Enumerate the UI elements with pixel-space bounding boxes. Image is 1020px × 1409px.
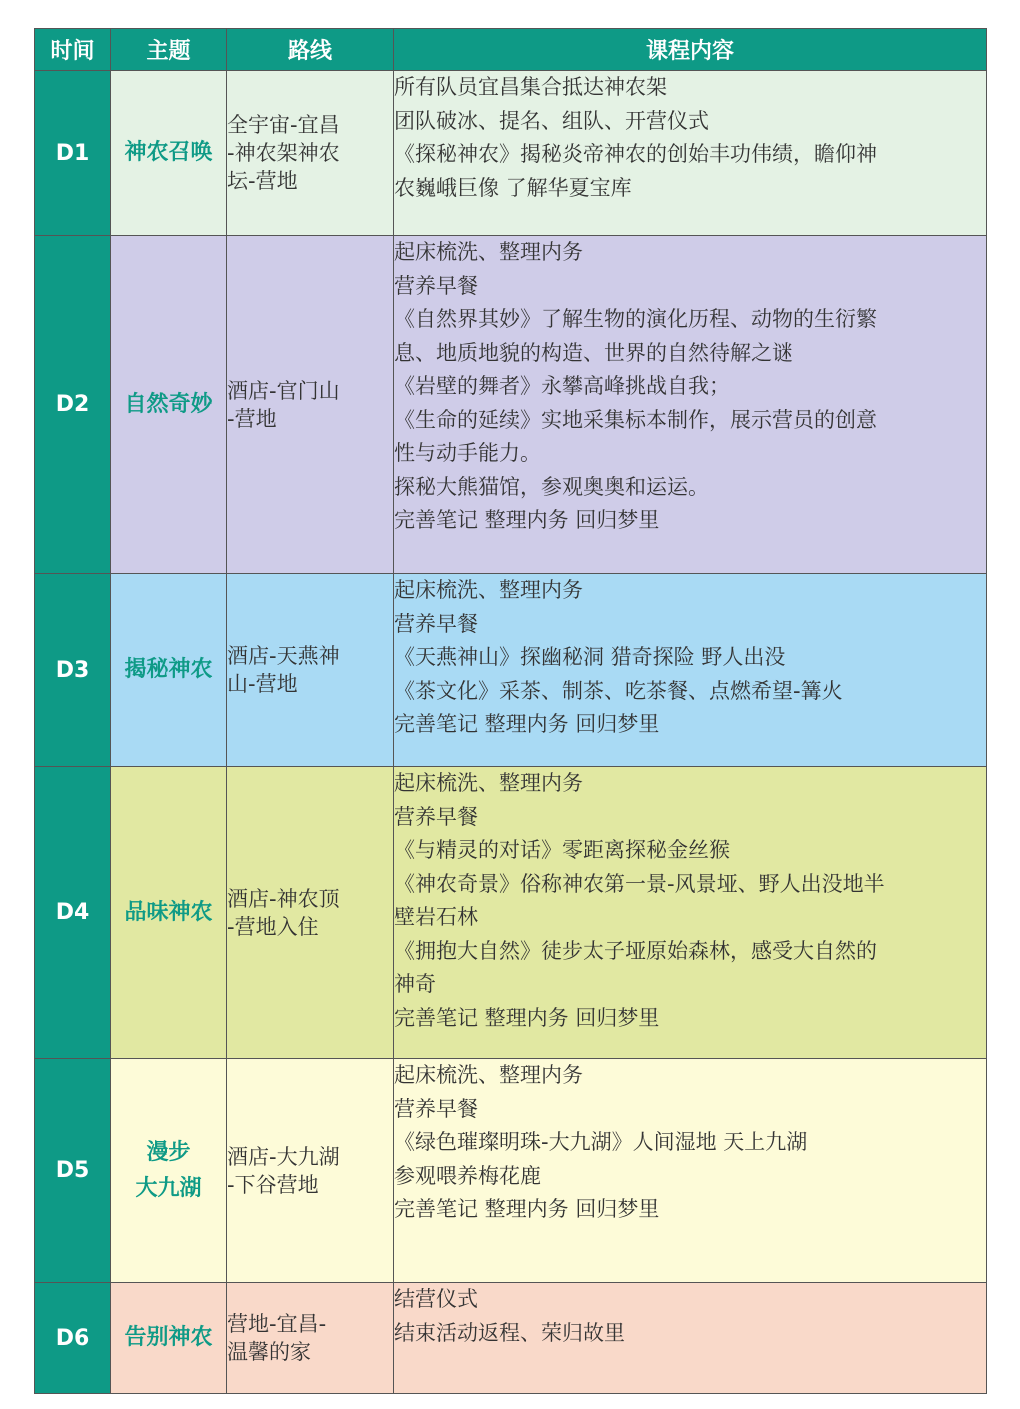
content-line: 《岩壁的舞者》永攀高峰挑战自我； bbox=[394, 374, 730, 398]
route-line: -神农架神农 bbox=[227, 141, 340, 165]
content-line: 探秘大熊猫馆，参观奥奥和运运。 bbox=[394, 474, 709, 499]
content-line: 完善笔记 整理内务 回归梦里 bbox=[394, 1197, 660, 1221]
theme-line: 神农召唤 bbox=[124, 140, 213, 165]
content-line: 完善笔记 整理内务 回归梦里 bbox=[394, 712, 660, 736]
theme-cell bbox=[111, 1283, 227, 1394]
header-time: 时间 bbox=[35, 29, 111, 71]
itinerary-table bbox=[34, 28, 987, 1394]
route-line: -下谷营地 bbox=[227, 1172, 319, 1197]
content-line: 营养早餐 bbox=[394, 273, 478, 298]
itinerary-row bbox=[35, 236, 987, 574]
itinerary-row bbox=[35, 574, 987, 767]
content-line: 营养早餐 bbox=[394, 804, 478, 829]
theme-line: 自然奇妙 bbox=[124, 391, 213, 417]
route-line: 山-营地 bbox=[227, 672, 298, 696]
content-line: 结束活动返程、荣归故里 bbox=[394, 1320, 625, 1345]
content-line: 息、地质地貌的构造、世界的自然待解之谜 bbox=[394, 340, 793, 365]
route-cell bbox=[227, 1059, 394, 1283]
content-line: 神奇 bbox=[394, 972, 436, 996]
day-cell: D6 bbox=[35, 1283, 111, 1394]
itinerary-body bbox=[35, 71, 987, 1394]
route-cell bbox=[227, 71, 394, 236]
content-line: 参观喂养梅花鹿 bbox=[394, 1163, 541, 1188]
theme-cell bbox=[111, 236, 227, 574]
content-line: 《天燕神山》探幽秘洞 猎奇探险 野人出没 bbox=[394, 645, 786, 669]
content-line: 《自然界其妙》了解生物的演化历程、动物的生衍繁 bbox=[394, 307, 877, 331]
content-line: 起床梳洗、整理内务 bbox=[394, 1063, 583, 1087]
content-cell bbox=[394, 236, 987, 574]
theme-cell bbox=[111, 574, 227, 767]
content-line: 《绿色璀璨明珠-大九湖》人间湿地 天上九湖 bbox=[394, 1130, 808, 1154]
header-theme: 主题 bbox=[111, 29, 227, 71]
day-cell: D4 bbox=[35, 767, 111, 1059]
route-line: 酒店-大九湖 bbox=[227, 1144, 340, 1169]
route-line: 温馨的家 bbox=[227, 1340, 311, 1364]
itinerary-row bbox=[35, 71, 987, 236]
content-cell bbox=[394, 1059, 987, 1283]
content-line: 农巍峨巨像 了解华夏宝库 bbox=[394, 175, 632, 200]
content-line: 起床梳洗、整理内务 bbox=[394, 240, 583, 264]
content-line: 《与精灵的对话》零距离探秘金丝猴 bbox=[394, 838, 730, 862]
route-line: 酒店-神农顶 bbox=[227, 886, 340, 911]
theme-cell bbox=[111, 1059, 227, 1283]
route-line: 酒店-天燕神 bbox=[227, 644, 340, 668]
content-line: 结营仪式 bbox=[394, 1287, 478, 1311]
content-cell bbox=[394, 1283, 987, 1394]
content-line: 《神农奇景》俗称神农第一景-风景垭、野人出没地半 bbox=[394, 871, 885, 896]
content-line: 团队破冰、提名、组队、开营仪式 bbox=[394, 108, 709, 133]
day-cell: D1 bbox=[35, 71, 111, 236]
day-cell: D5 bbox=[35, 1059, 111, 1283]
route-line: 坛-营地 bbox=[227, 169, 298, 193]
theme-line: 揭秘神农 bbox=[124, 657, 213, 682]
content-line: 所有队员宜昌集合抵达神农架 bbox=[394, 75, 667, 99]
content-line: 《生命的延续》实地采集标本制作，展示营员的创意 bbox=[394, 407, 877, 432]
theme-line: 告别神农 bbox=[124, 1325, 213, 1350]
content-line: 《探秘神农》揭秘炎帝神农的创始丰功伟绩，瞻仰神 bbox=[394, 142, 877, 166]
route-cell bbox=[227, 236, 394, 574]
route-line: -营地 bbox=[227, 406, 277, 431]
content-line: 《拥抱大自然》徒步太子垭原始森林，感受大自然的 bbox=[394, 938, 877, 963]
route-line: 酒店-官门山 bbox=[227, 378, 340, 403]
content-cell bbox=[394, 71, 987, 236]
header-row bbox=[35, 29, 987, 71]
theme-line: 漫步 bbox=[146, 1139, 191, 1165]
content-line: 性与动手能力。 bbox=[394, 441, 541, 465]
content-cell bbox=[394, 574, 987, 767]
theme-cell bbox=[111, 71, 227, 236]
theme-line: 品味神农 bbox=[124, 899, 213, 925]
content-line: 营养早餐 bbox=[394, 1096, 478, 1121]
day-cell: D3 bbox=[35, 574, 111, 767]
content-line: 营养早餐 bbox=[394, 611, 478, 636]
itinerary-row bbox=[35, 1283, 987, 1394]
content-line: 完善笔记 整理内务 回归梦里 bbox=[394, 1005, 660, 1030]
day-cell: D2 bbox=[35, 236, 111, 574]
theme-line: 大九湖 bbox=[135, 1175, 202, 1201]
theme-cell bbox=[111, 767, 227, 1059]
itinerary-row bbox=[35, 767, 987, 1059]
route-line: -营地入住 bbox=[227, 914, 319, 939]
route-cell bbox=[227, 1283, 394, 1394]
route-line: 营地-宜昌- bbox=[227, 1312, 327, 1336]
content-line: 壁岩石林 bbox=[394, 905, 478, 929]
content-line: 《茶文化》采茶、制茶、吃茶餐、点燃希望-篝火 bbox=[394, 678, 843, 703]
route-cell bbox=[227, 767, 394, 1059]
content-line: 起床梳洗、整理内务 bbox=[394, 771, 583, 795]
itinerary-row bbox=[35, 1059, 987, 1283]
header-route: 路线 bbox=[227, 29, 394, 71]
content-cell bbox=[394, 767, 987, 1059]
header-content: 课程内容 bbox=[394, 29, 987, 71]
route-cell bbox=[227, 574, 394, 767]
route-line: 全宇宙-宜昌 bbox=[227, 113, 340, 137]
content-line: 完善笔记 整理内务 回归梦里 bbox=[394, 508, 660, 532]
content-line: 起床梳洗、整理内务 bbox=[394, 578, 583, 602]
